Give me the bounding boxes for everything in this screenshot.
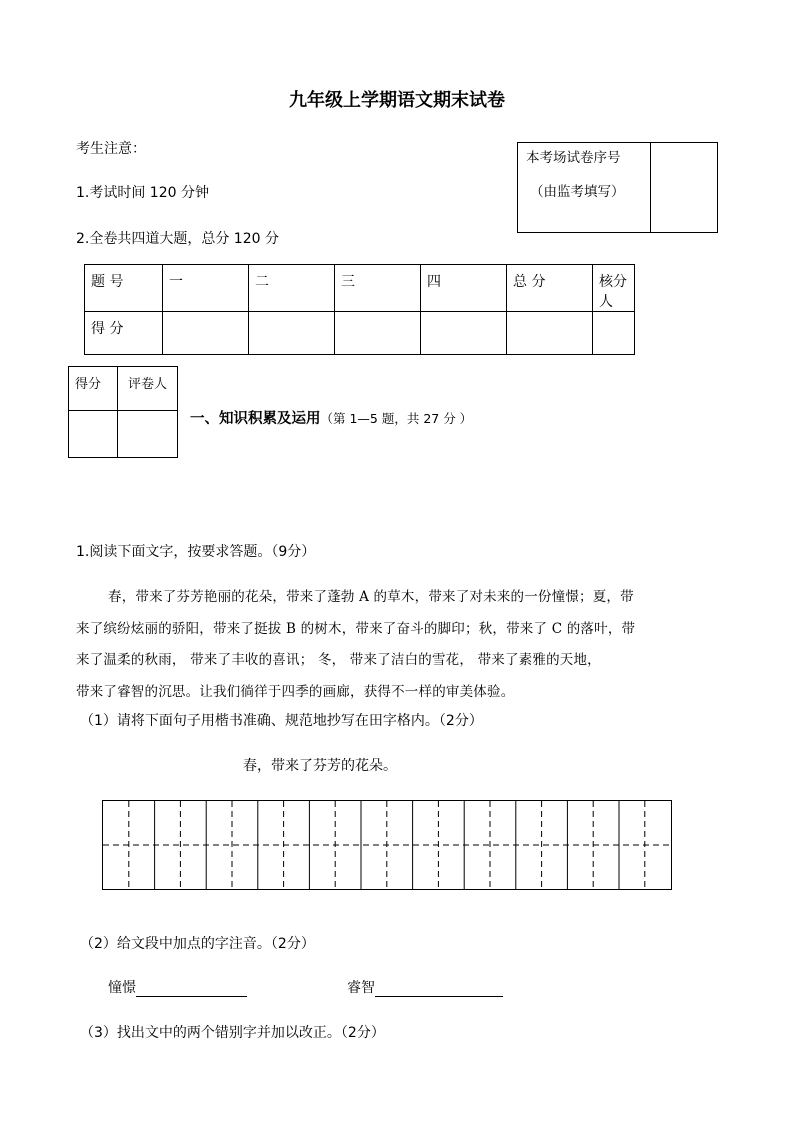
section-note: （第 1—5 题，共 27 分 ） bbox=[320, 411, 473, 426]
score-header-cell: 四 bbox=[421, 265, 507, 312]
serial-note: （由监考填写） bbox=[530, 184, 625, 200]
grader-score-label: 得分 bbox=[69, 367, 118, 411]
pinyin-word-1: 憧憬 bbox=[108, 980, 136, 996]
score-input-cell[interactable] bbox=[163, 312, 249, 355]
passage-line: 带来了睿智的沉思。让我们徜徉于四季的画廊，获得不一样的审美体验。 bbox=[76, 684, 515, 700]
passage-line: 来了缤纷炫丽的骄阳，带来了挺拔 B 的树木，带来了奋斗的脚印；秋，带来了 C 的落叶，带 bbox=[76, 621, 636, 637]
serial-number-box bbox=[517, 142, 718, 233]
score-table bbox=[84, 264, 635, 355]
score-input-cell[interactable] bbox=[593, 312, 635, 355]
grid-lines bbox=[103, 801, 671, 889]
question-1-title: 1.阅读下面文字，按要求答题。（9分） bbox=[76, 544, 316, 560]
score-input-cell[interactable] bbox=[421, 312, 507, 355]
pinyin-word-2: 睿智 bbox=[347, 980, 375, 996]
notice-item-score: 2.全卷共四道大题，总分 120 分 bbox=[76, 231, 279, 247]
sub-question-3: （3）找出文中的两个错别字并加以改正。（2分） bbox=[80, 1025, 385, 1041]
grader-box bbox=[68, 366, 178, 458]
score-header-cell: 一 bbox=[163, 265, 249, 312]
passage-line: 来了温柔的秋雨， 带来了丰收的喜讯； 冬， 带来了洁白的雪花， 带来了素雅的天地， bbox=[76, 652, 601, 668]
passage-line: 春，带来了芬芳艳丽的花朵，带来了蓬勃 A 的草木，带来了对未来的一份憧憬；夏，带 bbox=[108, 589, 634, 605]
serial-label: 本考场试卷序号 bbox=[526, 150, 621, 166]
score-header-cell: 三 bbox=[335, 265, 421, 312]
section-title: 一、知识积累及运用 bbox=[190, 411, 321, 427]
sub-question-2: （2）给文段中加点的字注音。（2分） bbox=[80, 936, 315, 952]
score-header-cell: 核分人 bbox=[593, 265, 635, 312]
serial-input-cell[interactable] bbox=[651, 143, 718, 233]
section-heading bbox=[190, 407, 472, 428]
pinyin-answer-2[interactable] bbox=[375, 980, 503, 997]
notice-item-time: 1.考试时间 120 分钟 bbox=[76, 185, 209, 201]
writing-grid[interactable] bbox=[102, 800, 672, 890]
score-header-cell: 二 bbox=[249, 265, 335, 312]
score-header-cell: 题 号 bbox=[85, 265, 163, 312]
score-row-label: 得 分 bbox=[85, 312, 163, 355]
score-input-cell[interactable] bbox=[507, 312, 593, 355]
grader-name-label: 评卷人 bbox=[118, 367, 178, 411]
sub-question-1: （1）请将下面句子用楷书准确、规范地抄写在田字格内。（2分） bbox=[80, 713, 483, 729]
score-header-cell: 总 分 bbox=[507, 265, 593, 312]
pinyin-item-1 bbox=[108, 977, 247, 997]
pinyin-item-2 bbox=[347, 977, 503, 997]
grader-score-cell[interactable] bbox=[69, 411, 118, 458]
score-input-cell[interactable] bbox=[249, 312, 335, 355]
pinyin-answer-1[interactable] bbox=[136, 980, 247, 997]
score-input-cell[interactable] bbox=[335, 312, 421, 355]
grader-name-cell[interactable] bbox=[118, 411, 178, 458]
copy-sentence: 春，带来了芬芳的花朵。 bbox=[243, 758, 397, 774]
notice-heading: 考生注意： bbox=[76, 141, 146, 157]
page-title: 九年级上学期语文期末试卷 bbox=[289, 90, 505, 111]
